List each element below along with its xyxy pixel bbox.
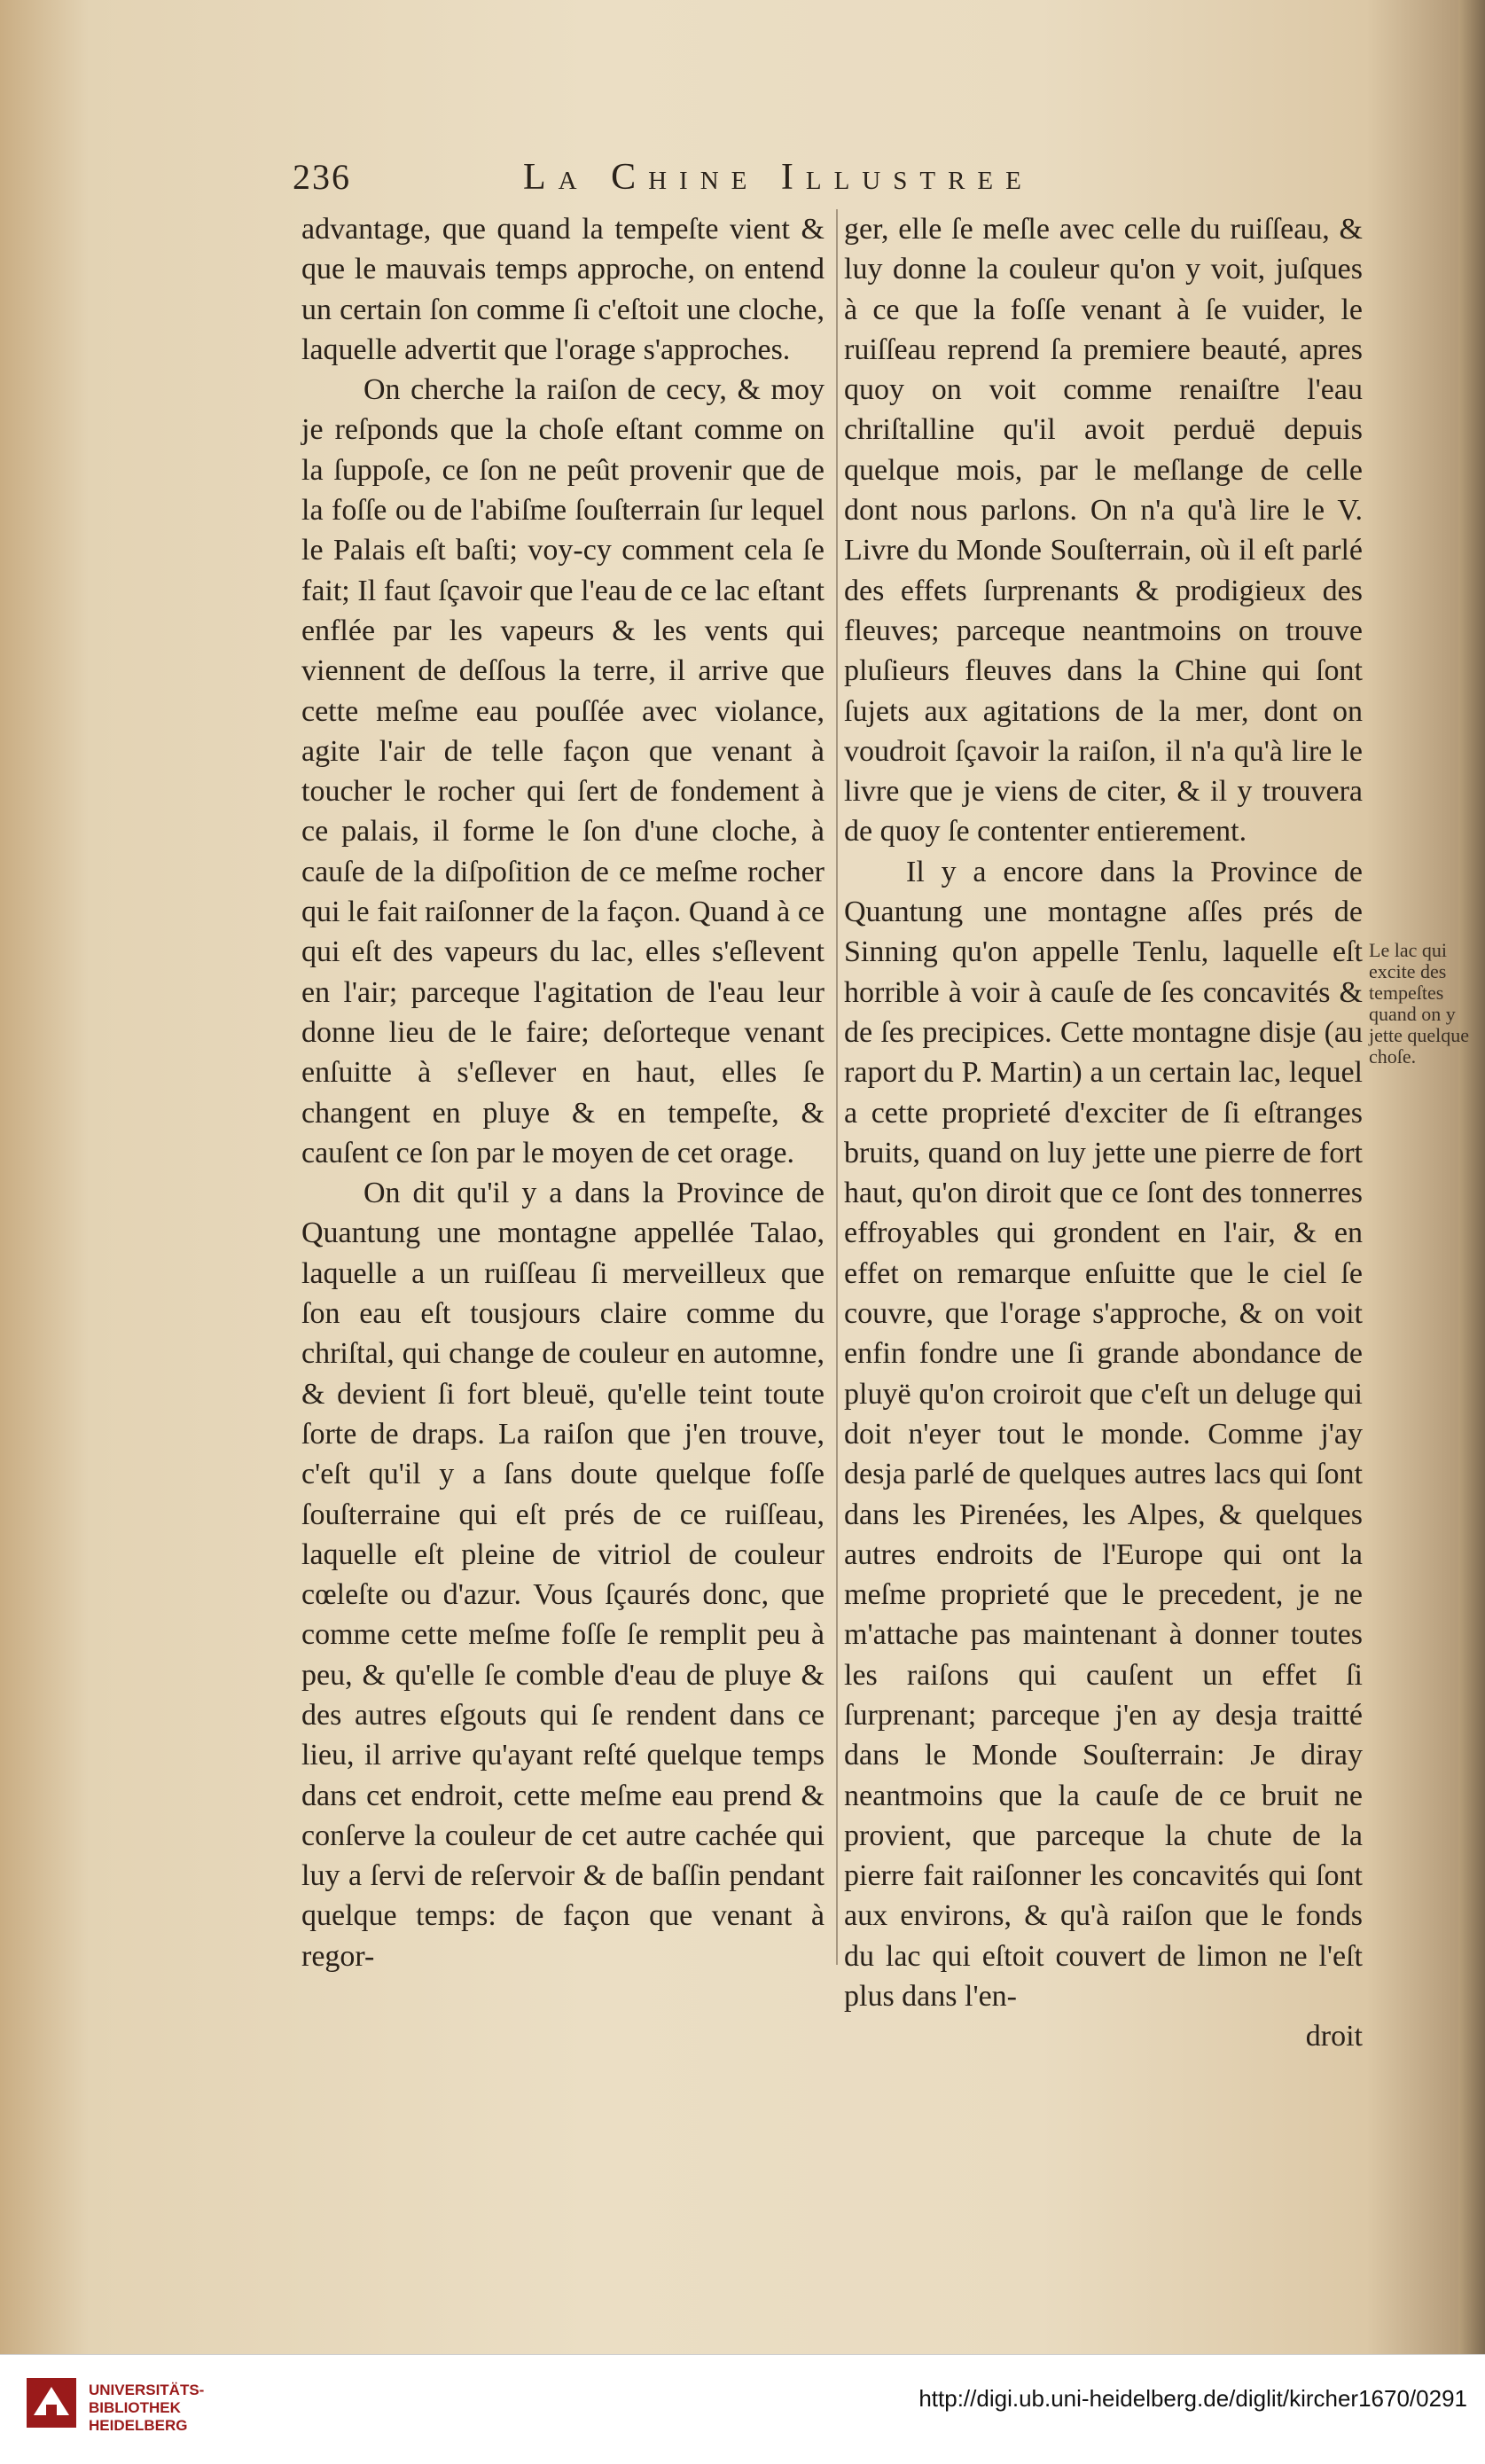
paragraph: On dit qu'il y a dans la Province de Quantung une montagne appellée Talao, laquelle a un ruiſſeau ſi merveilleux que ſon eau eſt tousjours claire comme du chriſtal, qui change de couleur en automne, & devient ſi fort bleuë, qu'elle teint toute ſorte de draps. La raiſon que j'en trouve, c'eſt qu'il y a ſans doute quelque foſſe ſouſterraine qui eſt prés de ce ruiſſeau, laquelle eſt pleine de vitriol de couleur cœleſte ou d'azur. Vous ſçaurés donc, que comme cette meſme foſſe ſe remplit peu à peu, & qu'elle ſe comble d'eau de pluye & des autres eſgouts qui ſe rendent dans ce lieu, il arrive qu'ayant reſté quelque temps dans cet endroit, cette meſme eau prend & conſerve la couleur de cet autre cachée qui luy a ſervi de reſervoir & de baſſin pendant quelque temps: de façon que venant à regor- bbox=[301, 1177, 825, 1973]
left-column bbox=[301, 209, 825, 1976]
logo-line: BIBLIOTHEK bbox=[89, 2399, 181, 2416]
running-title: La Chine Illustree bbox=[523, 157, 1034, 198]
university-library-logo-icon bbox=[23, 2374, 80, 2431]
logo-line: HEIDELBERG bbox=[89, 2417, 188, 2434]
catchword: droit bbox=[1305, 2020, 1363, 2053]
paragraph: Il y a encore dans la Province de Quantung une montagne aſſes prés de Sinning qu'on appelle Tenlu, laquelle eſt horrible à voir à cauſe de ſes concavités & de ſes precipices. Cette montagne disje (au raport du P. Martin) a un certain lac, lequel a cette proprieté d'exciter de ſi eſtranges bruits, quand on luy jette une pierre de fort haut, qu'on diroit que ce ſont des tonnerres effroyables qui grondent en l'air, & en effet on remarque enſuitte que le ciel ſe couvre, que l'orage s'approche, & on voit enfin fondre une ſi grande abondance de pluyë qu'on croiroit que c'eſt un deluge qui doit n'eyer tout le monde. Comme j'ay desja parlé de quelques autres lacs qui ſont dans les Pirenées, les Alpes, & quelques autres endroits de l'Europe qui ont la meſme proprieté que le precedent, je ne m'attache pas maintenant à donner toutes les raiſons qui cauſent un effet ſi ſurprenant; parceque j'en ay desja traitté dans le Monde Souſterrain: Je diray neantmoins que la cauſe de ce bruit ne provient, que parceque la chute de la pierre fait raiſonner les concavités qui ſont aux environs, & qu'à raiſon que le fonds du lac qui eſtoit couvert de limon ne l'eſt plus dans l'en- bbox=[844, 855, 1363, 2014]
page-edge bbox=[1458, 0, 1485, 2354]
paragraph: ger, elle ſe meſle avec celle du ruiſſeau, & luy donne la couleur qu'on y voit, juſques à ce que la foſſe venant à ſe vuider, le ruiſſeau reprend ſa premiere beauté, apres quoy on voit comme renaiſtre l'eau chriſtalline qu'il avoit perduë depuis quelque mois, par le meſlange de celle dont nous parlons. On n'a qu'à lire le V. Livre du Monde Souſterrain, où il eſt parlé des effets ſurprenants & prodigieux des fleuves; parceque neantmoins on trouve pluſieurs fleuves dans la Chine qui ſont ſujets aux agitations de la mer, dont on voudroit ſçavoir la raiſon, il n'a qu'à lire le livre que je viens de citer, & il y trouvera de quoy ſe contenter entierement. bbox=[844, 213, 1363, 849]
column-divider bbox=[836, 209, 838, 1965]
logo-line: UNIVERSITÄTS- bbox=[89, 2382, 205, 2398]
margin-note: Le lac qui excite des tempeſtes quand on y jette quelque choſe. bbox=[1369, 939, 1470, 1068]
library-logo-text bbox=[89, 2382, 204, 2435]
footer-bar bbox=[0, 2354, 1485, 2464]
right-column bbox=[844, 209, 1363, 2057]
page-header bbox=[293, 156, 1374, 209]
page-number: 236 bbox=[293, 157, 351, 197]
source-url-link[interactable]: http://digi.ub.uni-heidelberg.de/diglit/kircher1670/0291 bbox=[918, 2385, 1467, 2412]
paragraph: advantage, que quand la tempeſte vient & que le mauvais temps approche, on entend un certain ſon comme ſi c'eſtoit une cloche, laquelle advertit que l'orage s'approches. bbox=[301, 213, 825, 366]
paragraph: On cherche la raiſon de cecy, & moy je reſponds que la choſe eſtant comme on la ſuppoſe, ce ſon ne peût provenir que de la foſſe ou de l'abiſme ſouſterrain ſur lequel le Palais eſt baſti; voy-cy comment cela ſe fait; Il faut ſçavoir que l'eau de ce lac eſtant enflée par les vapeurs & les vents qui viennent de deſſous la terre, il arrive que cette meſme eau pouſſée avec violance, agite l'air de telle façon que venant à toucher le rocher qui ſert de fondement à ce palais, il forme le ſon d'une cloche, à cauſe de la diſpoſition de ce meſme rocher qui le fait raiſonner de la façon. Quand à ce qui eſt des vapeurs du lac, elles s'eſlevent en l'air; parceque l'agitation de l'eau leur donne lieu de le faire; deſorteque venant enſuitte à s'eſlever en haut, elles ſe changent en pluye & en tempeſte, & cauſent ce ſon par le moyen de cet orage. bbox=[301, 373, 825, 1169]
